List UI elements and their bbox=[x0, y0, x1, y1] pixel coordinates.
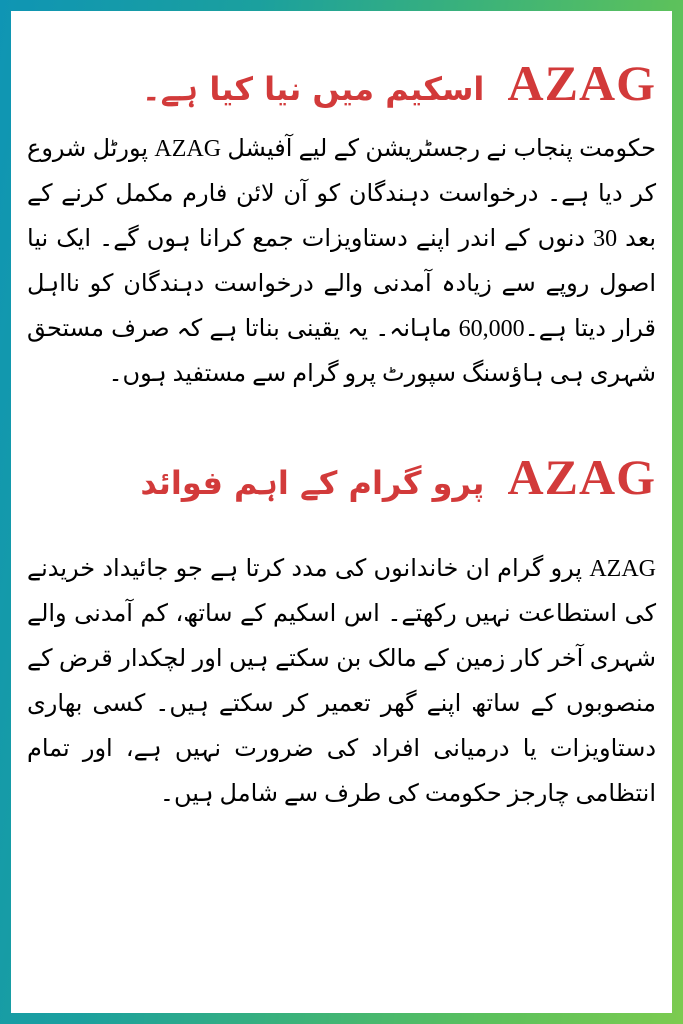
section1-body: حکومت پنجاب نے رجسٹریشن کے لیے آفیشل AZAG پورٹل شروع کر دیا ہے۔ درخواست دہندگان کو آن لائن فارم مکمل کرنے کے بعد 30 دنوں کے اندر اپنے دستاویزات جمع کرانا ہوں گے۔ ایک نیا اصول روپے سے زیادہ آمدنی والے درخواست دہندگان کو نااہل قرار دیتا ہے۔60,000 ماہانہ۔ یہ یقینی بناتا ہے کہ صرف مستحق شہری ہی ہاؤسنگ سپورٹ پرو گرام سے مستفید ہوں۔ bbox=[27, 135, 657, 388]
section2-body: AZAG پرو گرام ان خاندانوں کی مدد کرتا ہے جو جائیداد خریدنے کی استطاعت نہیں رکھتے۔ اس اسکیم کے ساتھ، کم آمدنی والے شہری آخر کار زمین کے مالک بن سکتے ہیں اور لچکدار قرض کے منصوبوں کے ساتھ اپنے گھر تعمیر کر سکتے ہیں۔ کسی بھاری دستاویزات یا درمیانی افراد کی ضرورت نہیں ہے، اور تمام انتظامی چارجز حکومت کی طرف سے شامل ہیں۔ bbox=[27, 555, 656, 808]
section2-heading-latin: AZAG bbox=[507, 449, 656, 506]
section2-heading bbox=[21, 449, 656, 507]
section2-heading-urdu: پرو گرام کے اہم فوائد bbox=[140, 464, 485, 503]
section1-heading-latin: AZAG bbox=[507, 55, 656, 111]
page-content bbox=[11, 11, 672, 1013]
section1-heading bbox=[21, 55, 656, 113]
section1-heading-urdu: اسکیم میں نیا کیا ہے۔ bbox=[141, 70, 485, 108]
section-whats-new bbox=[21, 55, 662, 397]
section-benefits bbox=[21, 449, 662, 817]
